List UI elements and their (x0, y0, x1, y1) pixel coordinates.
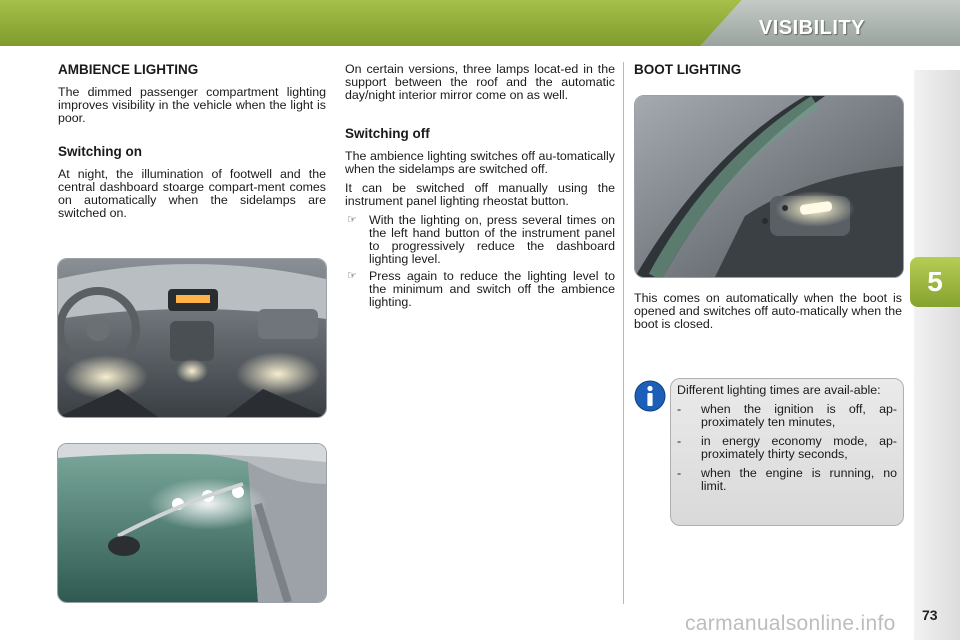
boot-light-image (634, 95, 904, 278)
boot-lighting-text: This comes on automatically when the boot is opened and switches off auto-matically when the boot is closed. (634, 291, 902, 331)
column-boot-lighting (634, 63, 902, 86)
switching-on-text: At night, the illumination of footwell and the central dashboard stoarge compart-ment comes on automatically when the sidelamps are switched on. (58, 167, 326, 220)
list-item: ☞ With the lighting on, press several times on the left hand button of the instrument panel to progressively reduce the dashboard lighting level. (347, 213, 615, 266)
switching-off-manual-text: It can be switched off manually using the instrument panel lighting rheostat button. (345, 181, 615, 208)
subheading-switching-on: Switching on (58, 144, 142, 159)
roof-lamps-illustration (58, 444, 326, 602)
info-box-lighting-times (670, 378, 904, 526)
roof-lamps-image (57, 443, 327, 603)
list-item: - when the ignition is off, ap-proximately ten minutes, (677, 402, 897, 429)
watermark: carmanualsonline.info (685, 612, 896, 635)
dashboard-illustration (58, 259, 326, 417)
list-item: ☞ Press again to reduce the lighting level to the minimum and switch off the ambience lighting. (347, 269, 615, 309)
chapter-sidebar (914, 70, 960, 640)
subheading-switching-off: Switching off (345, 126, 430, 141)
pointer-icon: ☞ (347, 270, 357, 282)
section-heading-ambience-lighting: AMBIENCE LIGHTING (58, 62, 199, 77)
boot-illustration (635, 96, 903, 277)
column-switching-off (345, 63, 615, 313)
roof-lamps-text: On certain versions, three lamps locat-ed in the support between the roof and the automatic day/night interior mirror come on as well. (345, 62, 615, 102)
column-divider (623, 62, 624, 604)
section-heading-boot-lighting: BOOT LIGHTING (634, 62, 742, 77)
page-title: VISIBILITY (758, 17, 865, 39)
info-icon (634, 380, 666, 412)
chapter-tab: 5 (910, 257, 960, 307)
list-item: - in energy economy mode, ap-proximately thirty seconds, (677, 434, 897, 461)
list-item: - when the engine is running, no limit. (677, 466, 897, 493)
page-number: 73 (922, 607, 938, 623)
info-box-content (677, 384, 897, 499)
ambience-intro: The dimmed passenger compartment lighting improves visibility in the vehicle when the light is poor. (58, 85, 326, 125)
column-ambience-lighting (58, 63, 326, 226)
dashboard-footwell-image (57, 258, 327, 418)
pointer-icon: ☞ (347, 214, 357, 226)
info-intro: Different lighting times are avail-able: (677, 383, 881, 397)
switching-off-steps (345, 214, 615, 309)
info-list (677, 403, 897, 493)
boot-lighting-text-block (634, 292, 902, 337)
switching-off-auto-text: The ambience lighting switches off au-tomatically when the sidelamps are switched off. (345, 149, 615, 176)
